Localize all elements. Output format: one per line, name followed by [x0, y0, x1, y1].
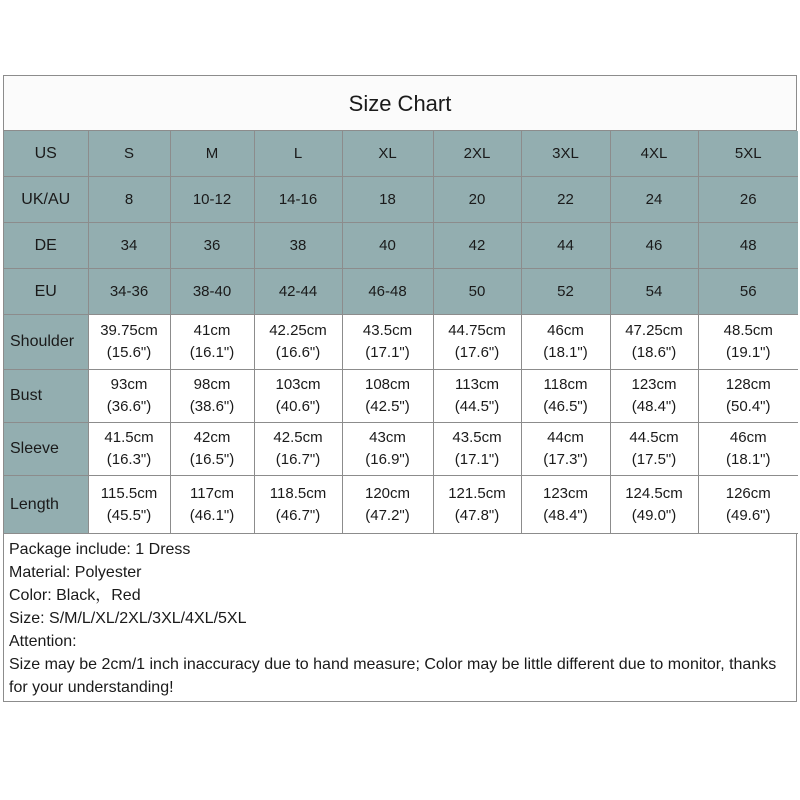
- inch-value: (49.0"): [631, 506, 677, 524]
- size-row: [4, 269, 798, 315]
- cm-value: 47.25cm: [625, 322, 683, 339]
- size-cell: 14-16: [254, 177, 342, 223]
- size-cell: 18: [342, 177, 433, 223]
- attention-label: Attention:: [9, 633, 77, 650]
- cm-value: 98cm: [193, 376, 231, 393]
- size-cell: 46: [610, 223, 698, 269]
- measurement-cell: [254, 476, 342, 534]
- row-label: UK/AU: [4, 177, 88, 223]
- size-cell: 3XL: [521, 131, 610, 177]
- measurement-label: Bust: [4, 370, 88, 423]
- size-cell: 2XL: [433, 131, 521, 177]
- cm-value: 123cm: [542, 484, 589, 502]
- measurement-cell: [433, 476, 521, 534]
- measurement-cell: [88, 423, 170, 476]
- size-cell: 20: [433, 177, 521, 223]
- chart-title: Size Chart: [4, 76, 796, 131]
- measurement-label: Sleeve: [4, 423, 88, 476]
- size-cell: 22: [521, 177, 610, 223]
- size-cell: 5XL: [698, 131, 798, 177]
- size-cell: L: [254, 131, 342, 177]
- inch-value: (18.1"): [725, 451, 771, 468]
- cm-value: 108cm: [364, 376, 411, 393]
- inch-value: (16.1"): [189, 344, 235, 361]
- cm-value: 41.5cm: [104, 429, 154, 446]
- measurement-cell: [521, 370, 610, 423]
- inch-value: (47.2"): [365, 506, 410, 524]
- size-cell: 42-44: [254, 269, 342, 315]
- inch-value: (48.4"): [543, 506, 588, 524]
- measurement-cell: [88, 476, 170, 534]
- measurement-cell: [88, 370, 170, 423]
- measurement-cell: [342, 315, 433, 370]
- disclaimer-note: Size may be 2cm/1 inch inaccuracy due to hand measure; Color may be little different due to monitor, thanks for your understanding!: [9, 656, 777, 696]
- measurement-cell: [698, 423, 798, 476]
- inch-value: (40.6"): [275, 398, 321, 415]
- size-row: [4, 177, 798, 223]
- measurement-cell: [698, 315, 798, 370]
- inch-value: (16.3"): [106, 451, 152, 468]
- measurement-label: Length: [4, 476, 88, 534]
- size-table: [4, 131, 798, 534]
- size-cell: 40: [342, 223, 433, 269]
- inch-value: (38.6"): [189, 398, 235, 415]
- inch-value: (49.6"): [725, 506, 771, 524]
- inch-value: (16.7"): [275, 451, 321, 468]
- size-cell: 42: [433, 223, 521, 269]
- measurement-row: [4, 370, 798, 423]
- inch-value: (46.5"): [543, 398, 588, 415]
- cm-value: 123cm: [631, 376, 677, 393]
- inch-value: (19.1"): [725, 344, 771, 361]
- measurement-cell: [254, 370, 342, 423]
- cm-value: 44.5cm: [629, 429, 679, 446]
- inch-value: (50.4"): [725, 398, 771, 415]
- inch-value: (42.5"): [365, 398, 410, 415]
- size-cell: 26: [698, 177, 798, 223]
- measurement-cell: [170, 315, 254, 370]
- measurement-cell: [254, 315, 342, 370]
- inch-value: (46.1"): [189, 506, 235, 524]
- cm-value: 121.5cm: [448, 484, 506, 502]
- cm-value: 118cm: [543, 376, 588, 393]
- cm-value: 103cm: [275, 376, 321, 393]
- cm-value: 42.25cm: [269, 322, 327, 339]
- cm-value: 41cm: [193, 322, 231, 339]
- cm-value: 46cm: [729, 429, 767, 446]
- measurement-row: [4, 476, 798, 534]
- cm-value: 117cm: [190, 484, 234, 502]
- measurement-cell: [170, 370, 254, 423]
- inch-value: (18.1"): [543, 344, 588, 361]
- cm-value: 42cm: [193, 429, 231, 446]
- cm-value: 43.5cm: [362, 322, 413, 339]
- measurement-cell: [170, 423, 254, 476]
- inch-value: (48.4"): [631, 398, 677, 415]
- product-notes: [4, 534, 796, 699]
- measurement-cell: [433, 315, 521, 370]
- size-cell: 44: [521, 223, 610, 269]
- inch-value: (15.6"): [106, 344, 152, 361]
- cm-value: 44.75cm: [448, 322, 506, 339]
- size-cell: 50: [433, 269, 521, 315]
- inch-value: (47.8"): [454, 506, 500, 524]
- measurement-cell: [342, 423, 433, 476]
- cm-value: 93cm: [110, 376, 148, 393]
- size-row: [4, 131, 798, 177]
- inch-value: (17.1"): [365, 344, 410, 361]
- cm-value: 43.5cm: [452, 429, 502, 446]
- cm-value: 44cm: [547, 429, 584, 446]
- measurement-cell: [521, 423, 610, 476]
- cm-value: 126cm: [725, 484, 771, 502]
- size-cell: 38: [254, 223, 342, 269]
- cm-value: 124.5cm: [625, 484, 683, 502]
- measurement-cell: [170, 476, 254, 534]
- cm-value: 120cm: [364, 484, 411, 502]
- inch-value: (16.5"): [189, 451, 235, 468]
- size-cell: 24: [610, 177, 698, 223]
- cm-value: 46cm: [547, 322, 584, 339]
- inch-value: (18.6"): [631, 344, 677, 361]
- inch-value: (46.7"): [275, 506, 321, 524]
- measurement-row: [4, 423, 798, 476]
- inch-value: (17.6"): [454, 344, 500, 361]
- cm-value: 128cm: [725, 376, 771, 393]
- size-cell: 38-40: [170, 269, 254, 315]
- size-cell: 46-48: [342, 269, 433, 315]
- measurement-cell: [610, 476, 698, 534]
- size-cell: 34-36: [88, 269, 170, 315]
- measurement-cell: [521, 476, 610, 534]
- inch-value: (17.1"): [454, 451, 500, 468]
- inch-value: (17.5"): [631, 451, 677, 468]
- cm-value: 39.75cm: [100, 322, 158, 339]
- size-cell: 36: [170, 223, 254, 269]
- color-note: Color: Black，Red: [9, 587, 141, 604]
- size-cell: 34: [88, 223, 170, 269]
- row-label: EU: [4, 269, 88, 315]
- size-cell: 48: [698, 223, 798, 269]
- measurement-cell: [342, 370, 433, 423]
- size-cell: 8: [88, 177, 170, 223]
- size-cell: XL: [342, 131, 433, 177]
- measurement-label: Shoulder: [4, 315, 88, 370]
- measurement-cell: [521, 315, 610, 370]
- measurement-cell: [610, 315, 698, 370]
- size-cell: 4XL: [610, 131, 698, 177]
- cm-value: 43cm: [369, 429, 406, 446]
- size-row: [4, 223, 798, 269]
- measurement-cell: [698, 370, 798, 423]
- cm-value: 113cm: [455, 376, 499, 393]
- size-cell: 54: [610, 269, 698, 315]
- cm-value: 115.5cm: [100, 484, 158, 502]
- inch-value: (16.9"): [365, 451, 410, 468]
- inch-value: (36.6"): [106, 398, 152, 415]
- measurement-cell: [433, 423, 521, 476]
- inch-value: (44.5"): [454, 398, 500, 415]
- measurement-row: [4, 315, 798, 370]
- package-note: Package include: 1 Dress: [9, 541, 191, 558]
- size-table-body: [4, 131, 798, 534]
- row-label: DE: [4, 223, 88, 269]
- measurement-cell: [610, 370, 698, 423]
- size-cell: M: [170, 131, 254, 177]
- measurement-cell: [698, 476, 798, 534]
- cm-value: 42.5cm: [273, 429, 323, 446]
- cm-value: 48.5cm: [723, 322, 773, 339]
- size-note: Size: S/M/L/XL/2XL/3XL/4XL/5XL: [9, 610, 247, 627]
- size-cell: 56: [698, 269, 798, 315]
- size-cell: S: [88, 131, 170, 177]
- measurement-cell: [433, 370, 521, 423]
- measurement-cell: [610, 423, 698, 476]
- size-chart: [3, 75, 797, 702]
- measurement-cell: [88, 315, 170, 370]
- row-label: US: [4, 131, 88, 177]
- measurement-cell: [254, 423, 342, 476]
- material-note: Material: Polyester: [9, 564, 142, 581]
- size-cell: 10-12: [170, 177, 254, 223]
- measurement-cell: [342, 476, 433, 534]
- inch-value: (17.3"): [543, 451, 588, 468]
- inch-value: (45.5"): [106, 506, 152, 524]
- cm-value: 118.5cm: [269, 484, 327, 502]
- size-cell: 52: [521, 269, 610, 315]
- inch-value: (16.6"): [275, 344, 321, 361]
